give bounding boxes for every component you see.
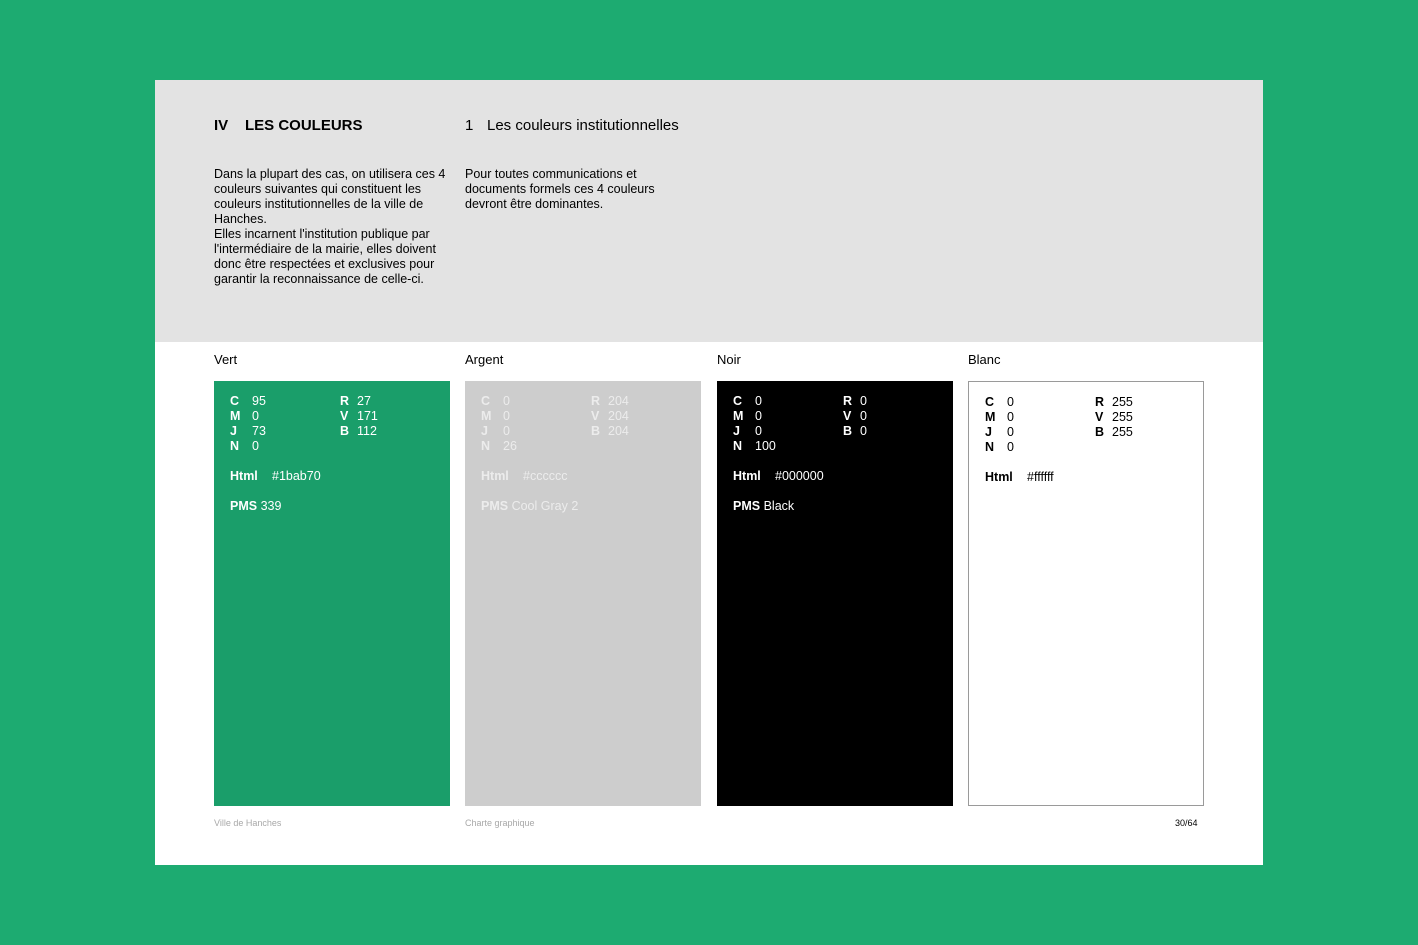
pms-value: Cool Gray 2 xyxy=(511,499,579,513)
cmyk-values xyxy=(985,395,1014,455)
cmyk-value: 0 xyxy=(503,394,510,408)
cmyk-key: J xyxy=(230,424,237,438)
page-number: 30/64 xyxy=(1175,818,1198,828)
subsection-title xyxy=(465,117,679,134)
rgb-key: R xyxy=(591,394,601,408)
cmyk-key: C xyxy=(230,394,240,408)
cmyk-key: C xyxy=(985,395,995,409)
cmyk-value: 0 xyxy=(503,409,510,423)
rgb-key: B xyxy=(340,424,350,438)
html-code xyxy=(985,470,1054,484)
rgb-value: 204 xyxy=(608,409,629,423)
rgb-key: V xyxy=(340,409,349,423)
rgb-values xyxy=(843,394,867,439)
html-code xyxy=(481,469,567,483)
pms-label: PMS xyxy=(481,499,509,513)
pms-value: 339 xyxy=(260,499,282,513)
color-label-blanc: Blanc xyxy=(968,352,1001,367)
cmyk-value: 0 xyxy=(1007,395,1014,409)
intro-left-paragraph-1: Dans la plupart des cas, on utilisera ces 4 couleurs suivantes qui constituent les couleurs institutionnelles de la ville de Hanches. xyxy=(214,167,446,226)
rgb-value: 0 xyxy=(860,409,867,423)
swatch-blanc xyxy=(968,381,1204,806)
rgb-value: 27 xyxy=(357,394,371,408)
rgb-key: B xyxy=(1095,425,1105,439)
cmyk-key: C xyxy=(481,394,491,408)
cmyk-key: M xyxy=(481,409,492,423)
html-value: #1bab70 xyxy=(272,469,321,483)
section-title-text: LES COULEURS xyxy=(245,117,363,134)
html-label: Html xyxy=(230,469,258,483)
cmyk-key: N xyxy=(481,439,491,453)
rgb-value: 204 xyxy=(608,424,629,438)
cmyk-value: 0 xyxy=(503,424,510,438)
rgb-value: 0 xyxy=(860,424,867,438)
brand-guide-page xyxy=(155,80,1263,865)
rgb-values xyxy=(591,394,629,439)
cmyk-value: 0 xyxy=(755,424,762,438)
rgb-key: V xyxy=(843,409,852,423)
rgb-value: 171 xyxy=(357,409,378,423)
cmyk-key: N xyxy=(230,439,240,453)
cmyk-key: J xyxy=(985,425,992,439)
cmyk-value: 0 xyxy=(755,409,762,423)
cmyk-values xyxy=(481,394,517,454)
cmyk-value: 0 xyxy=(755,394,762,408)
rgb-values xyxy=(1095,395,1133,440)
cmyk-value: 0 xyxy=(1007,425,1014,439)
swatch-argent xyxy=(465,381,701,806)
subsection-title-text: Les couleurs institutionnelles xyxy=(487,117,679,134)
cmyk-key: J xyxy=(481,424,488,438)
cmyk-key: M xyxy=(733,409,744,423)
header-band xyxy=(155,80,1263,342)
cmyk-key: C xyxy=(733,394,743,408)
html-label: Html xyxy=(733,469,761,483)
rgb-value: 0 xyxy=(860,394,867,408)
pms-label: PMS xyxy=(230,499,258,513)
subsection-number: 1 xyxy=(465,117,474,134)
cmyk-values xyxy=(733,394,776,454)
html-value: #ffffff xyxy=(1027,470,1054,484)
pms-code xyxy=(733,499,794,513)
html-code xyxy=(733,469,824,483)
pms-code xyxy=(481,499,578,513)
html-label: Html xyxy=(481,469,509,483)
rgb-key: B xyxy=(843,424,853,438)
section-title xyxy=(214,117,363,134)
pms-label: PMS xyxy=(733,499,761,513)
rgb-value: 112 xyxy=(357,424,377,438)
rgb-key: V xyxy=(591,409,600,423)
swatch-vert xyxy=(214,381,450,806)
footer-organization: Ville de Hanches xyxy=(214,818,282,828)
rgb-value: 255 xyxy=(1112,425,1133,439)
rgb-key: B xyxy=(591,424,601,438)
rgb-value: 255 xyxy=(1112,395,1133,409)
intro-right-text xyxy=(465,167,685,212)
pms-code xyxy=(230,499,281,513)
cmyk-value: 26 xyxy=(503,439,517,453)
cmyk-key: M xyxy=(985,410,996,424)
rgb-key: R xyxy=(843,394,853,408)
rgb-key: R xyxy=(1095,395,1105,409)
intro-left-paragraph-2: Elles incarnent l'institution publique par l'intermédiaire de la mairie, elles doivent donc être respectées et exclusives pour garantir la reconnaissance de celle-ci. xyxy=(214,227,436,286)
cmyk-values xyxy=(230,394,266,454)
intro-left-text xyxy=(214,167,454,287)
cmyk-value: 95 xyxy=(252,394,266,408)
color-label-vert: Vert xyxy=(214,352,238,367)
cmyk-key: J xyxy=(733,424,740,438)
rgb-key: V xyxy=(1095,410,1104,424)
section-number: IV xyxy=(214,117,229,134)
color-label-argent: Argent xyxy=(465,352,504,367)
cmyk-value: 0 xyxy=(252,439,259,453)
cmyk-value: 0 xyxy=(1007,440,1014,454)
cmyk-value: 100 xyxy=(755,439,776,453)
rgb-value: 255 xyxy=(1112,410,1133,424)
cmyk-key: M xyxy=(230,409,241,423)
cmyk-value: 0 xyxy=(1007,410,1014,424)
rgb-value: 204 xyxy=(608,394,629,408)
cmyk-value: 73 xyxy=(252,424,266,438)
html-label: Html xyxy=(985,470,1013,484)
footer-document-title: Charte graphique xyxy=(465,818,535,828)
rgb-key: R xyxy=(340,394,350,408)
intro-right-paragraph: Pour toutes communications et documents formels ces 4 couleurs devront être dominantes. xyxy=(465,167,655,211)
pms-value: Black xyxy=(763,499,795,513)
html-value: #cccccc xyxy=(523,469,568,483)
color-label-noir: Noir xyxy=(717,352,741,367)
cmyk-key: N xyxy=(733,439,743,453)
html-value: #000000 xyxy=(775,469,824,483)
html-code xyxy=(230,469,321,483)
cmyk-key: N xyxy=(985,440,995,454)
rgb-values xyxy=(340,394,378,439)
swatch-noir xyxy=(717,381,953,806)
cmyk-value: 0 xyxy=(252,409,259,423)
